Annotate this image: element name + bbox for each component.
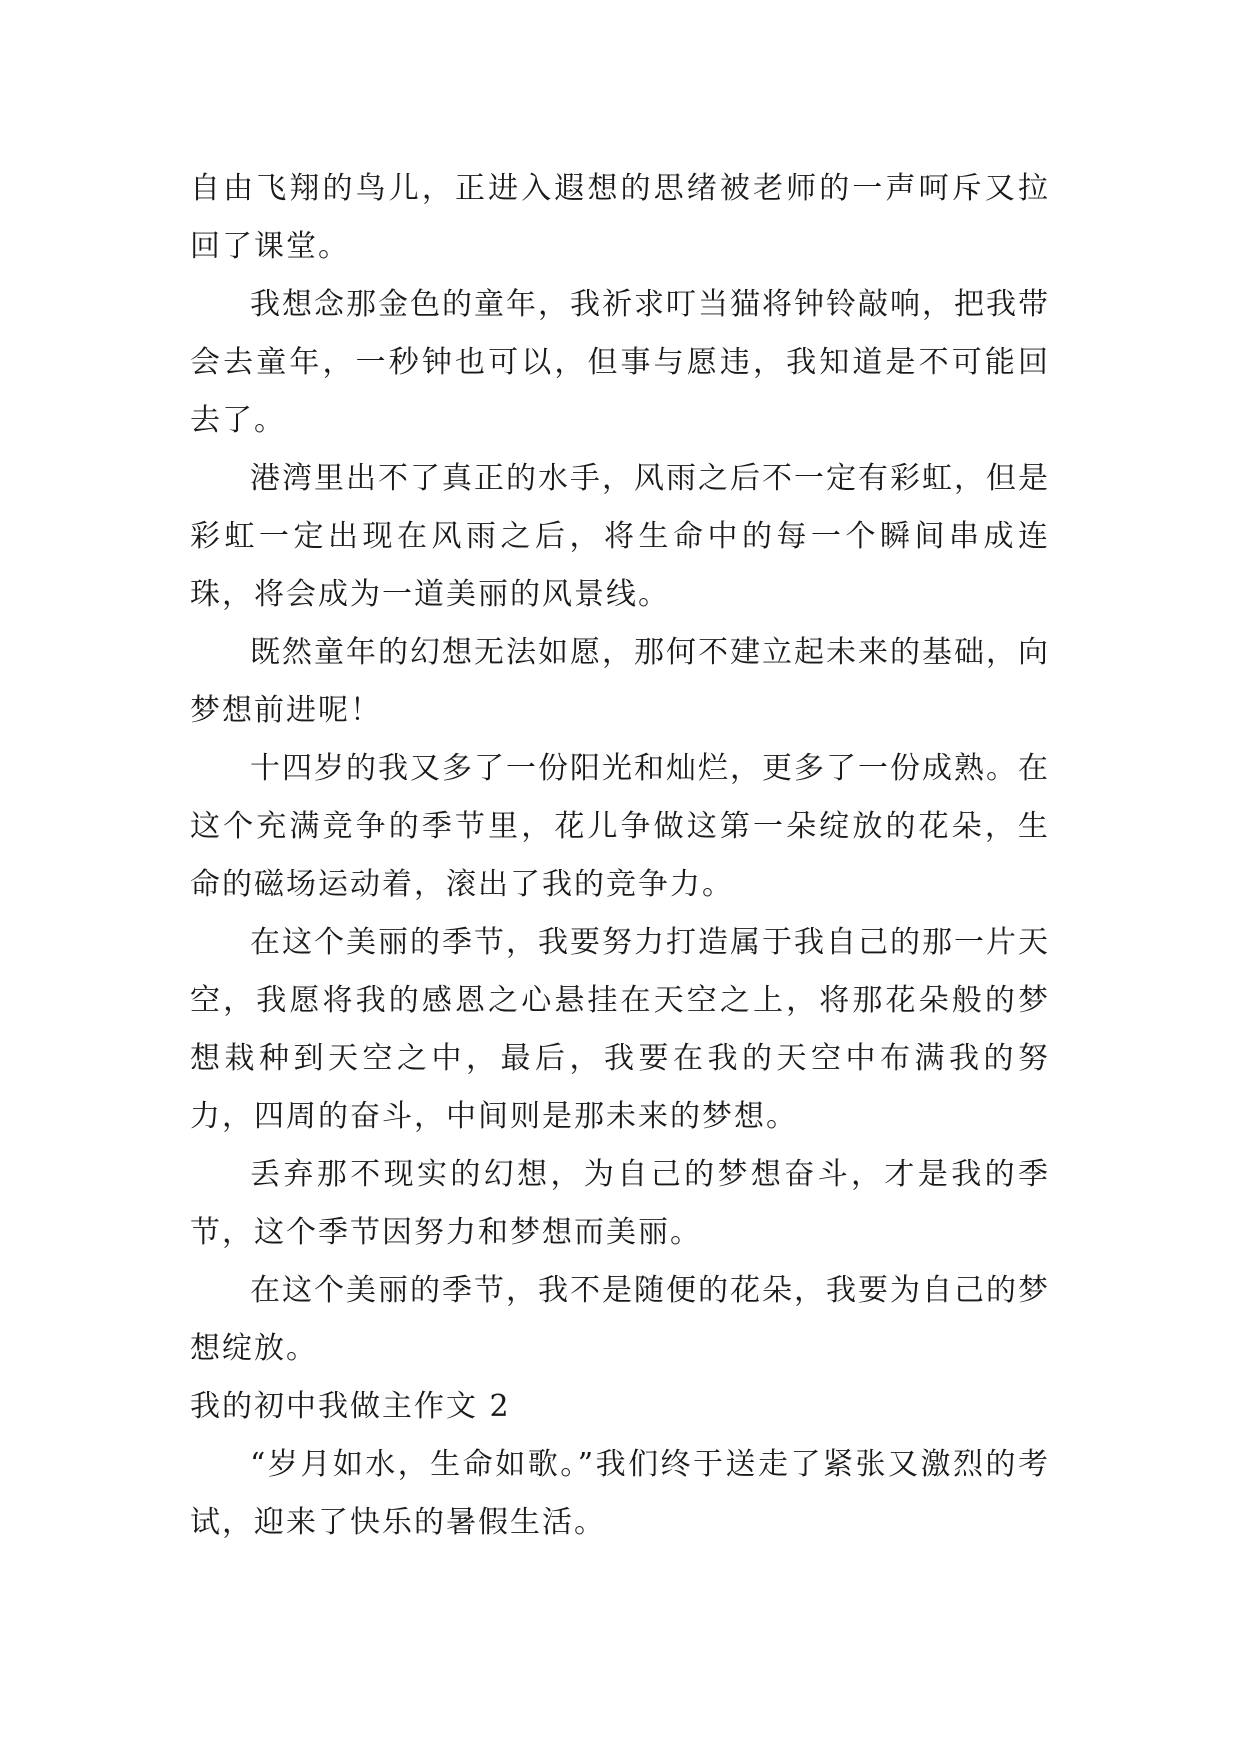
paragraph: 在这个美丽的季节，我不是随便的花朵，我要为自己的梦想绽放。 bbox=[190, 1273, 1050, 1366]
paragraph: 既然童年的幻想无法如愿，那何不建立起未来的基础，向梦想前进呢！ bbox=[190, 635, 1050, 728]
paragraph: 在这个美丽的季节，我要努力打造属于我自己的那一片天空，我愿将我的感恩之心悬挂在天空之上，将那花朵般的梦想栽种到天空之中，最后，我要在我的天空中布满我的努力，四周的奋斗，中间则是那未来的梦想。 bbox=[190, 925, 1050, 1134]
paragraph: 十四岁的我又多了一份阳光和灿烂，更多了一份成熟。在这个充满竞争的季节里，花儿争做这第一朵绽放的花朵，生命的磁场运动着，滚出了我的竞争力。 bbox=[190, 751, 1050, 902]
paragraph: “岁月如水，生命如歌。”我们终于送走了紧张又激烈的考试，迎来了快乐的暑假生活。 bbox=[190, 1447, 1050, 1540]
paragraph: 港湾里出不了真正的水手，风雨之后不一定有彩虹，但是彩虹一定出现在风雨之后，将生命中的每一个瞬间串成连珠，将会成为一道美丽的风景线。 bbox=[190, 461, 1050, 612]
paragraph-continued: 自由飞翔的鸟儿，正进入遐想的思绪被老师的一声呵斥又拉回了课堂。 bbox=[190, 171, 1050, 264]
section-title: 我的初中我做主作文 2 bbox=[190, 1389, 511, 1424]
paragraph: 丢弃那不现实的幻想，为自己的梦想奋斗，才是我的季节，这个季节因努力和梦想而美丽。 bbox=[190, 1157, 1050, 1250]
paragraph: 我想念那金色的童年，我祈求叮当猫将钟铃敲响，把我带会去童年，一秒钟也可以，但事与愿违，我知道是不可能回去了。 bbox=[190, 287, 1050, 438]
document-body bbox=[190, 160, 1050, 1552]
